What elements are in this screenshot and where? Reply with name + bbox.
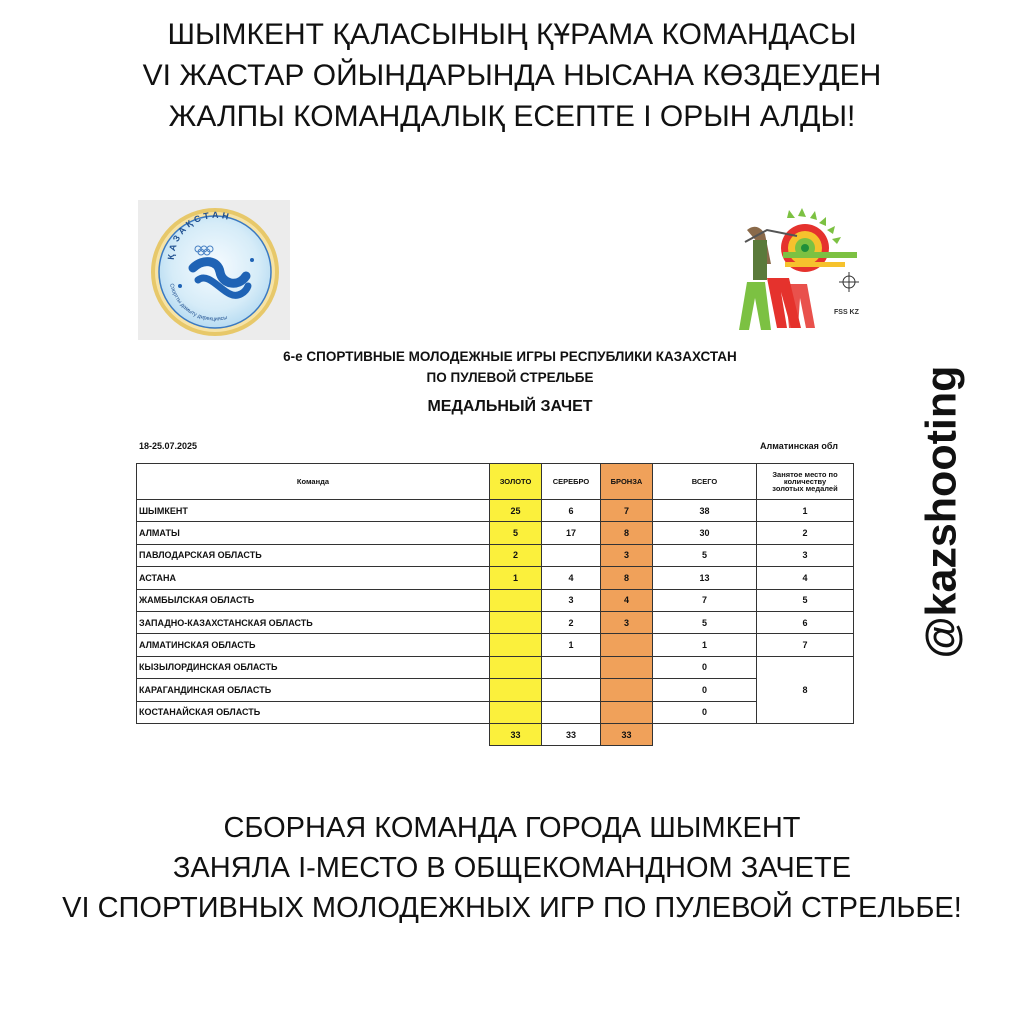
place: 8: [757, 656, 854, 723]
totals-spacer: [757, 723, 854, 745]
team-name: АСТАНА: [137, 567, 490, 589]
silver-count: 1: [542, 634, 601, 656]
total-count: 5: [653, 544, 757, 566]
gold-count: [490, 656, 542, 678]
total-count: 0: [653, 679, 757, 701]
table-row: [137, 522, 854, 544]
gold-count: [490, 589, 542, 611]
bronze-count: [601, 679, 653, 701]
totals-row: [137, 723, 854, 745]
event-region: Алматинская обл: [760, 441, 838, 451]
table-header-row: [137, 464, 854, 500]
place: 1: [757, 500, 854, 522]
bronze-count: [601, 701, 653, 723]
bronze-count: 3: [601, 544, 653, 566]
header-gold: ЗОЛОТО: [490, 464, 542, 500]
headline-kazakh: [0, 14, 1024, 137]
table-row: [137, 634, 854, 656]
headline-line: ЗАНЯЛА I-МЕСТО В ОБЩЕКОМАНДНОМ ЗАЧЕТЕ: [172, 852, 852, 884]
table-row: [137, 500, 854, 522]
gold-count: [490, 701, 542, 723]
gold-total: 33: [490, 723, 542, 745]
place: 5: [757, 589, 854, 611]
table-row: [137, 611, 854, 633]
header-place-line: золотых медалей: [772, 484, 838, 493]
headline-line: ШЫМКЕНТ ҚАЛАСЫНЫҢ ҚҰРАМА КОМАНДАСЫ: [167, 18, 857, 51]
bronze-count: 4: [601, 589, 653, 611]
table-row: [137, 656, 854, 678]
bronze-total: 33: [601, 723, 653, 745]
header-place: [757, 464, 854, 500]
table-row: [137, 567, 854, 589]
headline-russian: [0, 808, 1024, 928]
place: 6: [757, 611, 854, 633]
fss-kz-text: FSS KZ: [834, 309, 859, 316]
total-count: 1: [653, 634, 757, 656]
place: 2: [757, 522, 854, 544]
total-count: 30: [653, 522, 757, 544]
document-title: 6-е СПОРТИВНЫЕ МОЛОДЕЖНЫЕ ИГРЫ РЕСПУБЛИКИ КАЗАХСТАН: [283, 349, 737, 364]
table-row: [137, 679, 854, 701]
team-name: КЫЗЫЛОРДИНСКАЯ ОБЛАСТЬ: [137, 656, 490, 678]
place: 7: [757, 634, 854, 656]
gold-count: 5: [490, 522, 542, 544]
team-name: ЗАПАДНО-КАЗАХСТАНСКАЯ ОБЛАСТЬ: [137, 611, 490, 633]
place: 4: [757, 567, 854, 589]
header-team: Команда: [137, 464, 490, 500]
totals-spacer: [137, 723, 490, 745]
gold-count: [490, 679, 542, 701]
silver-count: 4: [542, 567, 601, 589]
headline-line: ЖАЛПЫ КОМАНДАЛЫҚ ЕСЕПТЕ І ОРЫН АЛДЫ!: [168, 100, 856, 133]
bronze-count: [601, 656, 653, 678]
header-total: ВСЕГО: [653, 464, 757, 500]
silver-count: [542, 701, 601, 723]
gold-count: [490, 611, 542, 633]
team-name: ШЫМКЕНТ: [137, 500, 490, 522]
total-count: 13: [653, 567, 757, 589]
silver-count: 2: [542, 611, 601, 633]
header-place-line: Занятое место по: [772, 470, 838, 479]
total-count: 7: [653, 589, 757, 611]
team-name: КОСТАНАЙСКАЯ ОБЛАСТЬ: [137, 701, 490, 723]
total-count: 0: [653, 656, 757, 678]
table-row: [137, 589, 854, 611]
silver-count: 3: [542, 589, 601, 611]
document-subtitle: ПО ПУЛЕВОЙ СТРЕЛЬБЕ: [426, 370, 594, 385]
header-place-line: количеству: [783, 477, 827, 486]
table-row: [137, 544, 854, 566]
silver-count: [542, 656, 601, 678]
team-name: ПАВЛОДАРСКАЯ ОБЛАСТЬ: [137, 544, 490, 566]
header-silver: СЕРЕБРО: [542, 464, 601, 500]
total-count: 0: [653, 701, 757, 723]
header-bronze: БРОНЗА: [601, 464, 653, 500]
headline-line: VI ЖАСТАР ОЙЫНДАРЫНДА НЫСАНА КӨЗДЕУДЕН: [142, 59, 882, 92]
instagram-handle: [902, 352, 982, 672]
logo-bottom-text: Спортты дамыту дирекциясы: [168, 282, 228, 323]
fss-kz-logo: [727, 200, 872, 340]
bronze-count: 8: [601, 567, 653, 589]
silver-count: [542, 679, 601, 701]
bronze-count: 3: [601, 611, 653, 633]
handle-text: @kazshooting: [917, 365, 966, 659]
total-count: 5: [653, 611, 757, 633]
silver-count: [542, 544, 601, 566]
place: 3: [757, 544, 854, 566]
totals-spacer: [653, 723, 757, 745]
silver-count: 6: [542, 500, 601, 522]
event-dates: 18-25.07.2025: [139, 441, 198, 451]
headline-line: СБОРНАЯ КОМАНДА ГОРОДА ШЫМКЕНТ: [223, 812, 801, 844]
silver-total: 33: [542, 723, 601, 745]
total-count: 38: [653, 500, 757, 522]
gold-count: [490, 634, 542, 656]
gold-count: 2: [490, 544, 542, 566]
bronze-count: 7: [601, 500, 653, 522]
gold-count: 1: [490, 567, 542, 589]
silver-count: 17: [542, 522, 601, 544]
medal-table: [136, 463, 854, 746]
medal-standings-title: МЕДАЛЬНЫЙ ЗАЧЕТ: [427, 398, 593, 415]
team-name: ЖАМБЫЛСКАЯ ОБЛАСТЬ: [137, 589, 490, 611]
table-row: [137, 701, 854, 723]
headline-line: VI СПОРТИВНЫХ МОЛОДЕЖНЫХ ИГР ПО ПУЛЕВОЙ СТРЕЛЬБЕ!: [62, 892, 962, 924]
bronze-count: [601, 634, 653, 656]
team-name: КАРАГАНДИНСКАЯ ОБЛАСТЬ: [137, 679, 490, 701]
gold-count: 25: [490, 500, 542, 522]
bronze-count: 8: [601, 522, 653, 544]
sports-directorate-logo: [138, 200, 290, 340]
team-name: АЛМАТИНСКАЯ ОБЛАСТЬ: [137, 634, 490, 656]
logo-top-text: ҚАЗАҚСТАН: [165, 209, 233, 261]
team-name: АЛМАТЫ: [137, 522, 490, 544]
